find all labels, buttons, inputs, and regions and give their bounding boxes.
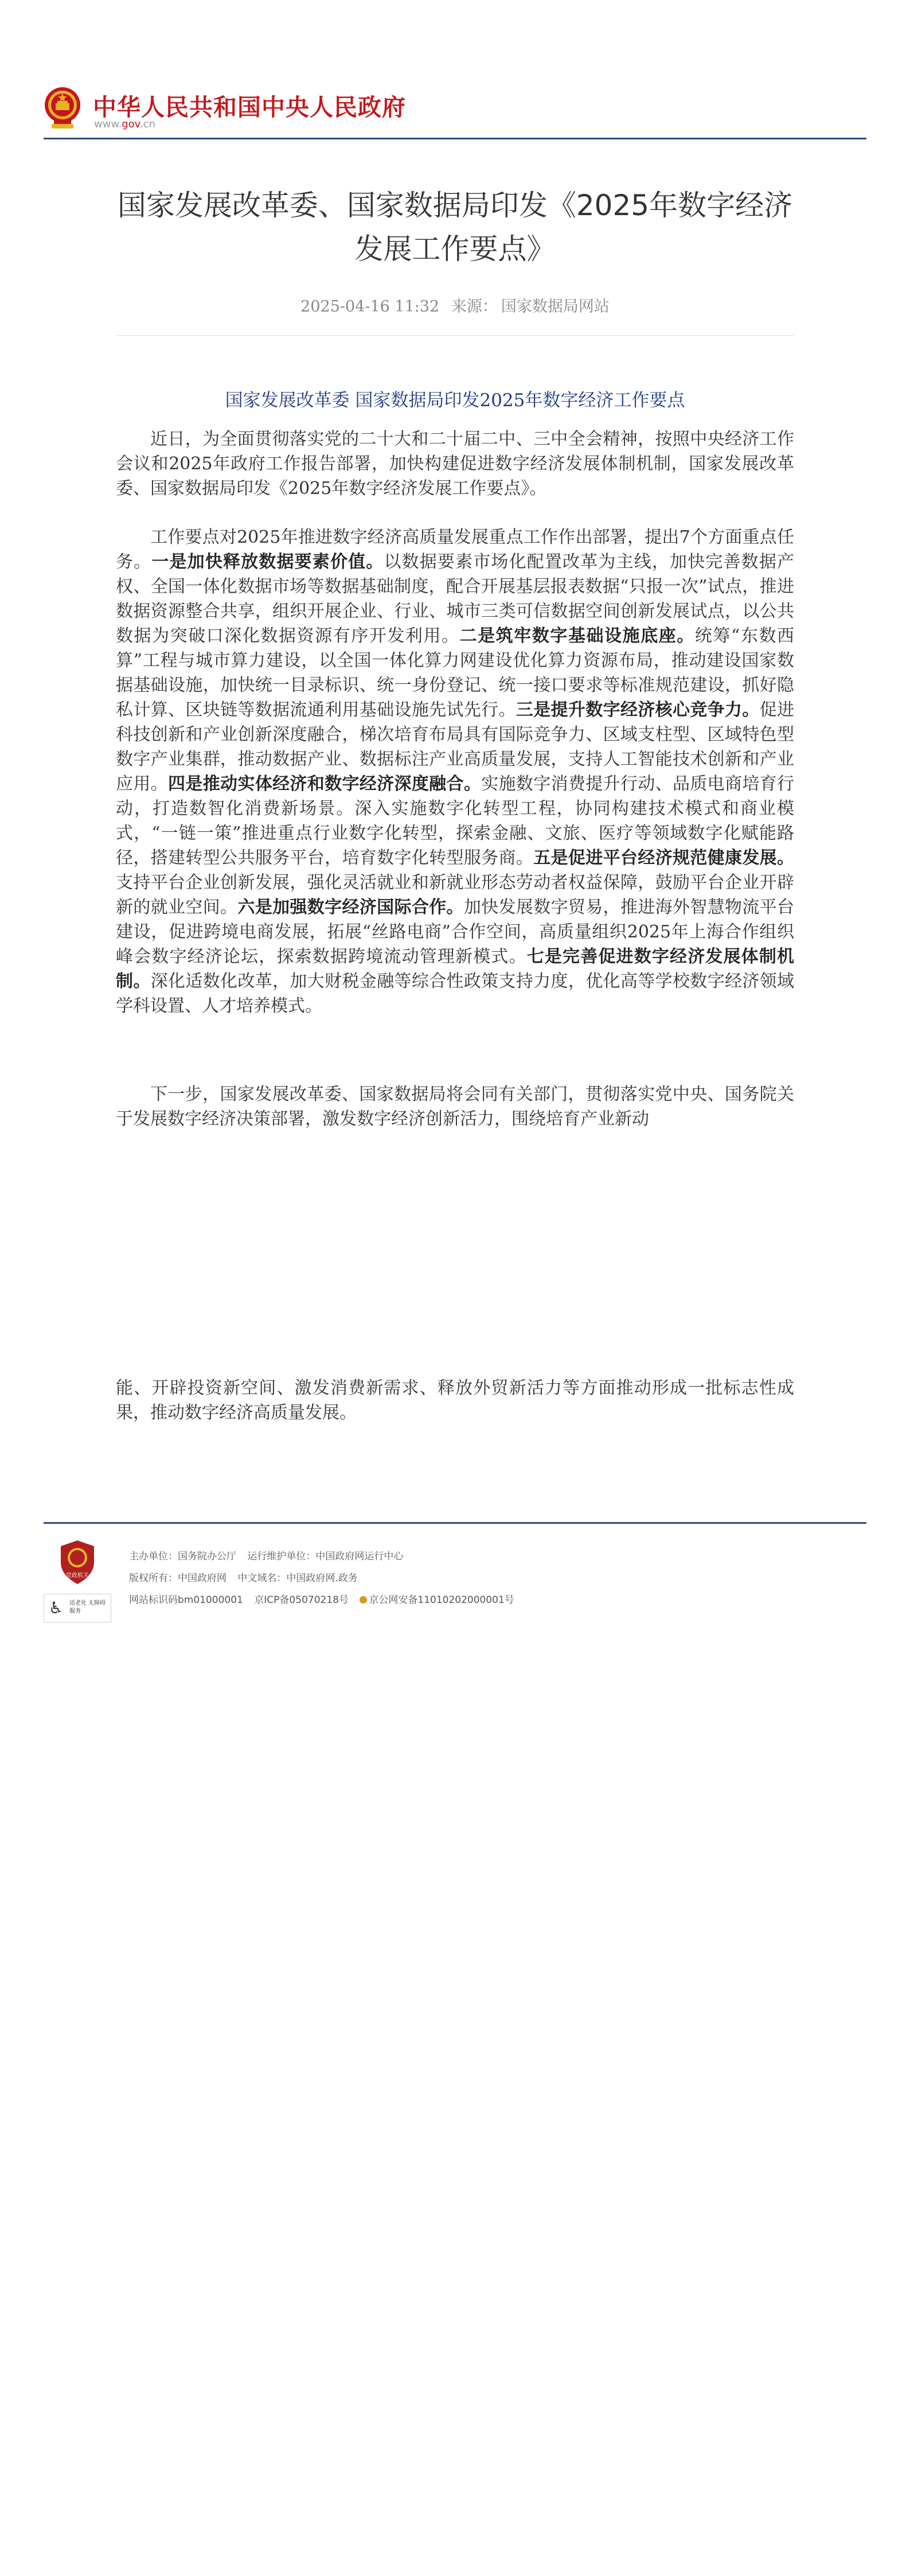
footer-police-record[interactable] [360, 1594, 514, 1606]
task-heading: 一是加快释放数据要素价值。 [151, 552, 384, 572]
site-name[interactable]: 中华人民共和国中央人民政府 [93, 94, 406, 121]
site-url-gov: gov [122, 118, 140, 130]
national-emblem-icon[interactable] [44, 86, 81, 132]
footer-site-id: 网站标识码bm01000001 [129, 1594, 243, 1606]
footer-divider [44, 1522, 866, 1524]
police-badge-icon [360, 1596, 367, 1604]
task-text: 以数据要素市场化配置改革为主线，加快完善数据产权、全国一体化数据市场等数据基础制度，配合开展基层报表数据“只报一次”试点，推进数据资源整合共享，组织开展企业、行业、城市三类可信数据空间创新发展试点，以公共数据为突破口深化数据资源有序开发利用。 [116, 552, 795, 646]
source-label: 来源： [451, 298, 498, 316]
site-url-suffix: .cn [139, 118, 155, 130]
accessibility-text: 适老化 无障碍服务 [69, 1600, 106, 1614]
task-text: 统筹“东数西算”工程与城市算力建设，以全国一体化算力网建设优化算力资源布局，推动建设国家数据基础设施，加快统一目录标识、统一身份登记、统一接口要求等标准规范建设，抓好隐私计算、区块链等数据流通利用基础设施先试先行。 [116, 626, 795, 720]
paragraph-next-steps: 下一步，国家发展改革委、国家数据局将会同有关部门，贯彻落实党中央、国务院关于发展数字经济决策部署，激发数字经济创新活力，围绕培育产业新动 [116, 1084, 794, 1129]
site-url[interactable] [94, 118, 155, 130]
publish-date: 2025-04-16 11:32 [300, 298, 440, 316]
footer-icp[interactable]: 京ICP备05070218号 [254, 1594, 349, 1606]
task-heading: 四是推动实体经济和数字经济深度融合。 [168, 774, 482, 794]
site-url-prefix: www. [94, 118, 122, 130]
article-subtitle: 国家发展改革委 国家数据局印发2025年数字经济工作要点 [225, 390, 685, 411]
meta-divider [116, 335, 794, 336]
article-title: 国家发展改革委、国家数据局印发《2025年数字经济发展工作要点》 [117, 189, 793, 266]
source-name[interactable]: 国家数据局网站 [501, 298, 610, 316]
footer-sponsor: 主办单位：国务院办公厅 [129, 1551, 236, 1562]
header-divider [44, 138, 866, 139]
footer-copyright: 版权所有：中国政府网 [129, 1573, 226, 1584]
accessibility-service[interactable] [44, 1594, 111, 1622]
paragraph-intro: 近日，为全面贯彻落实党的二十大和二十届二中、三中全会精神，按照中央经济工作会议和2025年政府工作报告部署，加快构建促进数字经济发展体制机制，国家发展改革委、国家数据局印发《2025年数字经济发展工作要点》。 [116, 429, 794, 499]
article-meta [109, 294, 801, 316]
footer-operator: 运行维护单位：中国政府网运行中心 [247, 1551, 404, 1562]
task-heading: 三是提升数字经济核心竞争力。 [515, 700, 760, 720]
accessibility-icon: ♿ [49, 1598, 64, 1617]
task-text: 工作要点对2025年推进数字经济高质量发展重点工作作出部署，提出7个方面重点任务。 [116, 527, 794, 572]
paragraph-next-steps-continued: 能、开辟投资新空间、激发消费新需求、释放外贸新活力等方面推动形成一批标志性成果，推动数字经济高质量发展。 [116, 1378, 794, 1423]
task-text: 实施数字消费提升行动、品质电商培育行动，打造数智化消费新场景。深入实施数字化转型工程，协同构建技术模式和商业模式，“一链一策”推进重点行业数字化转型，探索金融、文旅、医疗等领域数字化赋能路径，搭建转型公共服务平台，培育数字化转型服务商。 [116, 774, 795, 868]
task-heading: 二是筑牢数字基础设施底座。 [459, 626, 695, 646]
party-government-badge-icon[interactable] [57, 1539, 97, 1585]
task-text: 加快发展数字贸易，推进海外智慧物流平台建设，促进跨境电商发展，拓展“丝路电商”合作空间，高质量组织2025年上海合作组织峰会数字经济论坛，探索数据跨境流动管理新模式。 [116, 897, 795, 967]
task-text: 支持平台企业创新发展，强化灵活就业和新就业形态劳动者权益保障，鼓励平台企业开辟新的就业空间。 [116, 873, 794, 917]
footer-domain: 中文域名：中国政府网.政务 [237, 1573, 358, 1584]
badge-text: 党政机关 [66, 1573, 89, 1579]
task-heading: 五是促进平台经济规范健康发展。 [533, 848, 795, 868]
footer-police-text: 京公网安备11010202000001号 [369, 1594, 514, 1606]
footer-info [129, 1546, 522, 1611]
task-heading: 七是完善促进数字经济发展体制机制。 [116, 947, 795, 991]
site-header [44, 86, 866, 138]
task-text: 深化适数化改革，加大财税金融等综合性政策支持力度，优化高等学校数字经济领域学科设置、人才培养模式。 [116, 971, 795, 1016]
task-text: 促进科技创新和产业创新深度融合，梯次培育布局具有国际竞争力、区域支柱型、区域特色型数字产业集群，推动数据产业、数据标注产业高质量发展，支持人工智能技术创新和产业应用。 [116, 700, 795, 794]
paragraph-tasks [116, 525, 794, 1018]
task-heading: 六是加强数字经济国际合作。 [237, 897, 464, 917]
